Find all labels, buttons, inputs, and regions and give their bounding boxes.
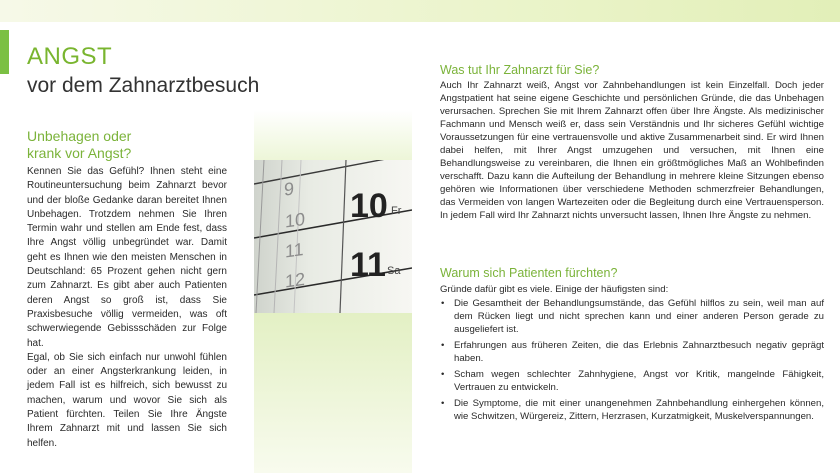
top-color-band [0,0,840,22]
list-item [440,297,824,336]
title-accent-bar [0,30,9,74]
bullet-icon: • [441,398,445,409]
calendar-day-1: 10 [350,187,388,225]
list-item-text: Die Symptome, die mit einer unangenehmen Zahnbehandlung einhergehen können, wie Schwitzen, Würgereiz, Zittern, Herzrasen, Kurzatmigkeit, Muskelverspannungen. [454,398,824,422]
bullet-icon: • [441,340,445,351]
left-heading-line-1: Unbehagen oder [27,128,132,144]
right-section-heading-1: Was tut Ihr Zahnarzt für Sie? [440,63,600,77]
calendar-day-2-abbr: Sa [387,265,401,277]
right-section-heading-2: Warum sich Patienten fürchten? [440,266,618,280]
left-heading-line-2: krank vor Angst? [27,145,132,161]
left-paragraph-2: Egal, ob Sie sich einfach nur unwohl fühlen oder an einer Angsterkrankung leiden, in jedem Fall ist es hilfreich, sich bewusst zu machen, warum und wovor Sie sich als Patient fürchten. Teilen Sie Ihre Ängste Ihrem Zahnarzt mit und lassen Sie sich helfen. [27,351,227,449]
green-gradient-column-top [254,110,412,160]
left-section-heading [27,128,227,162]
left-paragraph-1: Kennen Sie das Gefühl? Ihnen steht eine Routineuntersuchung beim Zahnarzt bevor und der bloße Gedanke daran bereitet Ihnen Unbehagen. Trotzdem nehmen Sie Ihren Termin wahr und stellen am Ende fest, dass Ihre Angst völlig unbegründet war. Damit geht es Ihnen wie den meisten Menschen in Deutschland: 65 Prozent gehen nicht gern zum Zahnarzt. Es gibt aber auch Patienten deren Angst so groß ist, dass Sie Praxisbesuche völlig vermeiden, was oft schwerwiegende Gebissschäden zur Folge hat. [27,166,227,349]
right-intro-text: Gründe dafür gibt es viele. Einige der häufigsten sind: [440,284,669,295]
bullet-icon: • [441,369,445,380]
green-gradient-column-bottom [254,313,412,473]
calendar-photo [254,160,412,313]
bullet-icon: • [441,298,445,309]
calendar-illustration [254,160,412,313]
reasons-list [440,297,824,426]
list-item [440,397,824,423]
faded-number-3: 11 [285,239,304,262]
page-title: ANGST [27,43,113,70]
faded-number-4: 12 [285,268,306,292]
calendar-day-2: 11 [350,246,386,284]
faded-number-2: 10 [285,208,306,232]
list-item [440,339,824,365]
calendar-day-1-abbr: Fr [391,205,402,217]
list-item [440,368,824,394]
right-paragraph-1: Auch Ihr Zahnarzt weiß, Angst vor Zahnbehandlungen ist kein Einzelfall. Doch jeder Angstpatient hat seine eigene Geschichte und persönlichen Gründe, die das Unbehagen verursachen. Sprechen Sie mit Ihrem Zahnarzt offen über Ihre Ängste. Als medizinischer Fachmann und Mensch weiß er, dass sein Verständnis und Ihr sicheres Gefühl wichtige Voraussetzungen für eine vertrauensvolle und aktive Zusammenarbeit sind. Er wird Ihnen dabei helfen, mit Ihrer Angst umzugehen und versuchen, mit Ihnen eine Behandlungsweise zu vereinbaren, die Ihnen ein größtmögliches Maß an Wohlbefinden verschafft. Dazu kann die Aufteilung der Behandlung in mehrere kleine Sitzungen ebenso gehören wie Informationen über verschiedene Methoden schmerzfreier Behandlungen, das Vermeiden von langen Wartezeiten oder die Begleitung durch eine Vertrauensperson. In jedem Fall wird Ihr Zahnarzt nichts unversucht lassen, Ihnen Ihre Ängste zu nehmen. [440,80,824,221]
page-subtitle: vor dem Zahnarztbesuch [27,74,260,97]
list-item-text: Die Gesamtheit der Behandlungsumstände, das Gefühl hilflos zu sein, weil man auf dem Rücken liegt und nicht sprechen kann und einer anderen Person gerade zu ausgeliefert ist. [454,298,824,335]
faded-number-1: 9 [284,178,295,200]
list-item-text: Erfahrungen aus früheren Zeiten, die das Erlebnis Zahnarztbesuch negativ geprägt haben. [454,340,824,364]
left-body-text [27,165,227,451]
list-item-text: Scham wegen schlechter Zahnhygiene, Angst vor Kritik, mangelnde Fähigkeit, Vertrauen zu entwickeln. [454,369,824,393]
